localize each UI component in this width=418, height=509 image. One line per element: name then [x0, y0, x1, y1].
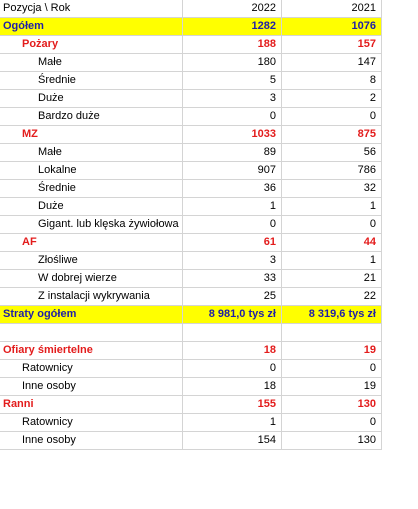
table-row	[0, 36, 382, 54]
value-2022-cell[interactable]: 3	[183, 90, 282, 107]
table-row	[0, 324, 382, 342]
header-row	[0, 0, 382, 18]
row-label-cell[interactable]: MZ	[0, 126, 183, 143]
value-2022-cell[interactable]: 89	[183, 144, 282, 161]
value-2021-cell[interactable]: 786	[282, 162, 382, 179]
table-row	[0, 234, 382, 252]
row-label-cell[interactable]: AF	[0, 234, 183, 251]
value-2021-cell[interactable]: 0	[282, 360, 382, 377]
value-2021-cell[interactable]: 22	[282, 288, 382, 305]
value-2022-cell[interactable]: 3	[183, 252, 282, 269]
value-2022-cell[interactable]: 154	[183, 432, 282, 449]
value-2022-cell[interactable]: 5	[183, 72, 282, 89]
row-label-cell[interactable]: Z instalacji wykrywania	[0, 288, 183, 305]
row-label-cell[interactable]: Małe	[0, 144, 183, 161]
value-2022-cell[interactable]: 8 981,0 tys zł	[183, 306, 282, 323]
value-2022-cell[interactable]: 1	[183, 414, 282, 431]
row-label-cell[interactable]: Ratownicy	[0, 414, 183, 431]
table-row	[0, 72, 382, 90]
value-2021-cell[interactable]: 147	[282, 54, 382, 71]
table-row	[0, 414, 382, 432]
value-2022-cell[interactable]	[183, 324, 282, 341]
value-2021-cell[interactable]: 32	[282, 180, 382, 197]
value-2021-cell[interactable]: 21	[282, 270, 382, 287]
value-2022-cell[interactable]: 0	[183, 108, 282, 125]
value-2021-cell[interactable]: 875	[282, 126, 382, 143]
value-2021-cell[interactable]: 1	[282, 252, 382, 269]
header-position-year[interactable]: Pozycja \ Rok	[0, 0, 183, 17]
row-label-cell[interactable]: Duże	[0, 198, 183, 215]
value-2022-cell[interactable]: 180	[183, 54, 282, 71]
value-2021-cell[interactable]: 2	[282, 90, 382, 107]
table-row	[0, 252, 382, 270]
table-row	[0, 216, 382, 234]
value-2022-cell[interactable]: 0	[183, 216, 282, 233]
value-2021-cell[interactable]: 0	[282, 216, 382, 233]
row-label-cell[interactable]: Ofiary śmiertelne	[0, 342, 183, 359]
header-year-2021[interactable]: 2021	[282, 0, 382, 17]
row-label-cell[interactable]: Ranni	[0, 396, 183, 413]
row-label-cell[interactable]	[0, 324, 183, 341]
table-row	[0, 306, 382, 324]
table-row	[0, 396, 382, 414]
table-row	[0, 342, 382, 360]
row-label-cell[interactable]: Lokalne	[0, 162, 183, 179]
value-2022-cell[interactable]: 907	[183, 162, 282, 179]
value-2021-cell[interactable]: 0	[282, 414, 382, 431]
value-2021-cell[interactable]: 130	[282, 396, 382, 413]
value-2021-cell[interactable]: 8	[282, 72, 382, 89]
value-2022-cell[interactable]: 0	[183, 360, 282, 377]
row-label-cell[interactable]: Inne osoby	[0, 378, 183, 395]
table-row	[0, 378, 382, 396]
table-row	[0, 162, 382, 180]
value-2021-cell[interactable]: 0	[282, 108, 382, 125]
row-label-cell[interactable]: Ogółem	[0, 18, 183, 35]
header-year-2022[interactable]: 2022	[183, 0, 282, 17]
row-label-cell[interactable]: Bardzo duże	[0, 108, 183, 125]
row-label-cell[interactable]: Złośliwe	[0, 252, 183, 269]
value-2022-cell[interactable]: 36	[183, 180, 282, 197]
row-label-cell[interactable]: Duże	[0, 90, 183, 107]
row-label-cell[interactable]: Straty ogółem	[0, 306, 183, 323]
value-2021-cell[interactable]: 1076	[282, 18, 382, 35]
table-row	[0, 432, 382, 450]
value-2022-cell[interactable]: 33	[183, 270, 282, 287]
value-2021-cell[interactable]: 130	[282, 432, 382, 449]
row-label-cell[interactable]: W dobrej wierze	[0, 270, 183, 287]
row-label-cell[interactable]: Ratownicy	[0, 360, 183, 377]
value-2022-cell[interactable]: 18	[183, 378, 282, 395]
value-2022-cell[interactable]: 1282	[183, 18, 282, 35]
value-2022-cell[interactable]: 188	[183, 36, 282, 53]
value-2022-cell[interactable]: 1	[183, 198, 282, 215]
value-2021-cell[interactable]: 1	[282, 198, 382, 215]
table-row	[0, 360, 382, 378]
table-row	[0, 144, 382, 162]
value-2021-cell[interactable]: 56	[282, 144, 382, 161]
row-label-cell[interactable]: Pożary	[0, 36, 183, 53]
table-row	[0, 288, 382, 306]
value-2022-cell[interactable]: 61	[183, 234, 282, 251]
table-row	[0, 90, 382, 108]
row-label-cell[interactable]: Małe	[0, 54, 183, 71]
table-row	[0, 18, 382, 36]
row-label-cell[interactable]: Średnie	[0, 180, 183, 197]
table-body	[0, 18, 382, 450]
table-row	[0, 108, 382, 126]
table-row	[0, 54, 382, 72]
value-2022-cell[interactable]: 25	[183, 288, 282, 305]
table-row	[0, 270, 382, 288]
row-label-cell[interactable]: Inne osoby	[0, 432, 183, 449]
row-label-cell[interactable]: Gigant. lub klęska żywiołowa	[0, 216, 183, 233]
value-2021-cell[interactable]: 44	[282, 234, 382, 251]
value-2021-cell[interactable]: 8 319,6 tys zł	[282, 306, 382, 323]
value-2022-cell[interactable]: 1033	[183, 126, 282, 143]
value-2022-cell[interactable]: 155	[183, 396, 282, 413]
table-row	[0, 126, 382, 144]
table-row	[0, 180, 382, 198]
value-2021-cell[interactable]: 19	[282, 378, 382, 395]
value-2021-cell[interactable]: 157	[282, 36, 382, 53]
value-2021-cell[interactable]: 19	[282, 342, 382, 359]
value-2022-cell[interactable]: 18	[183, 342, 282, 359]
value-2021-cell[interactable]	[282, 324, 382, 341]
row-label-cell[interactable]: Średnie	[0, 72, 183, 89]
table-row	[0, 198, 382, 216]
